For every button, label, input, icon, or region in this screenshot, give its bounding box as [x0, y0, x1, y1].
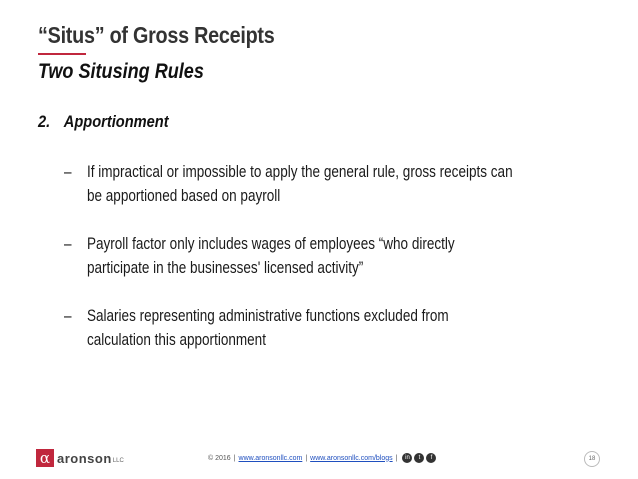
slide-footer — [0, 448, 638, 470]
bullet-item — [64, 304, 589, 352]
section-number: 2. — [38, 112, 51, 131]
company-logo[interactable] — [36, 448, 124, 468]
section-heading — [38, 112, 169, 132]
footer-links — [208, 453, 438, 463]
bullet-list — [64, 160, 589, 376]
page-number: 18 — [584, 451, 600, 467]
bullet-line: participate in the businesses' licensed activity” — [86, 259, 364, 277]
bullet-line: If impractical or impossible to apply the general rule, gross receipts can — [86, 163, 513, 181]
logo-suffix: LLC — [112, 458, 124, 464]
facebook-icon[interactable]: f — [426, 453, 436, 463]
bullet-line: calculation this apportionment — [86, 331, 266, 349]
title-underline — [38, 53, 86, 55]
website-link[interactable]: www.aronsonllc.com — [238, 454, 303, 462]
blog-link[interactable]: www.aronsonllc.com/blogs — [310, 454, 393, 462]
footer-separator: | — [233, 454, 236, 462]
footer-separator: | — [305, 454, 308, 462]
bullet-line: Salaries representing administrative functions excluded from — [86, 307, 449, 325]
alpha-logo-icon: α — [36, 449, 54, 467]
footer-separator: | — [395, 454, 398, 462]
social-icons — [402, 453, 438, 463]
slide-title: “Situs” of Gross Receipts — [38, 22, 275, 48]
bullet-dash: – — [64, 307, 72, 325]
linkedin-icon[interactable]: in — [402, 453, 412, 463]
logo-wordmark: aronson — [57, 450, 112, 466]
bullet-line: Payroll factor only includes wages of employees “who directly — [86, 235, 455, 253]
bullet-line: be apportioned based on payroll — [86, 187, 281, 205]
bullet-dash: – — [64, 235, 72, 253]
slide-subtitle: Two Situsing Rules — [38, 60, 204, 83]
bullet-item — [64, 232, 589, 280]
copyright-text: © 2016 — [208, 454, 231, 462]
bullet-item — [64, 160, 589, 208]
bullet-dash: – — [64, 163, 72, 181]
section-title: Apportionment — [63, 112, 169, 131]
twitter-icon[interactable]: t — [414, 453, 424, 463]
